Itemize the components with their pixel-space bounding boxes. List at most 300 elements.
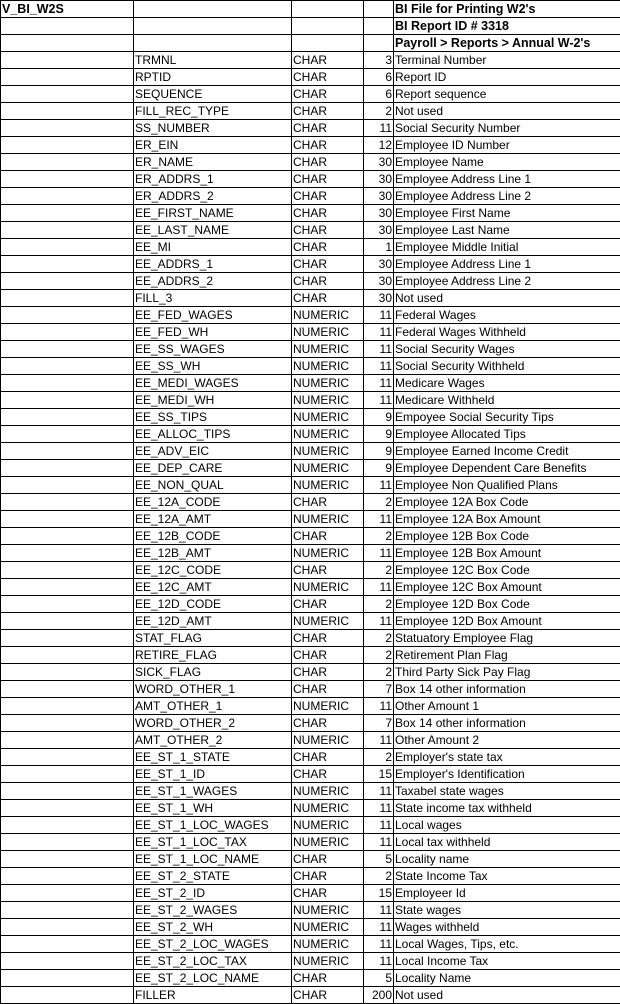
- row-blank-cell: [1, 528, 134, 545]
- field-type-cell: CHAR: [292, 69, 364, 86]
- field-length-cell: 11: [364, 936, 394, 953]
- field-name-cell: EE_12D_AMT: [134, 613, 292, 630]
- field-type-cell: NUMERIC: [292, 902, 364, 919]
- table-row: [1, 460, 620, 477]
- field-type-cell: NUMERIC: [292, 477, 364, 494]
- field-length-cell: 12: [364, 137, 394, 154]
- row-blank-cell: [1, 477, 134, 494]
- row-blank-cell: [1, 579, 134, 596]
- field-type-cell: CHAR: [292, 562, 364, 579]
- field-type-cell: NUMERIC: [292, 936, 364, 953]
- field-length-cell: 200: [364, 987, 394, 1004]
- row-blank-cell: [1, 290, 134, 307]
- empty-cell: [364, 35, 394, 52]
- row-blank-cell: [1, 715, 134, 732]
- field-length-cell: 9: [364, 443, 394, 460]
- row-blank-cell: [1, 630, 134, 647]
- empty-cell: [292, 18, 364, 35]
- table-row: [1, 953, 620, 970]
- table-row: [1, 103, 620, 120]
- field-description-cell: Local Wages, Tips, etc.: [394, 936, 620, 953]
- table-row: [1, 987, 620, 1004]
- field-name-cell: EE_ADDRS_1: [134, 256, 292, 273]
- field-type-cell: CHAR: [292, 256, 364, 273]
- field-name-cell: ER_EIN: [134, 137, 292, 154]
- empty-cell: [134, 1, 292, 18]
- table-row: [1, 613, 620, 630]
- field-type-cell: CHAR: [292, 137, 364, 154]
- field-type-cell: CHAR: [292, 596, 364, 613]
- row-blank-cell: [1, 817, 134, 834]
- field-length-cell: 11: [364, 477, 394, 494]
- field-length-cell: 11: [364, 307, 394, 324]
- field-name-cell: EE_FIRST_NAME: [134, 205, 292, 222]
- field-description-cell: Box 14 other information: [394, 681, 620, 698]
- field-type-cell: NUMERIC: [292, 358, 364, 375]
- field-length-cell: 11: [364, 579, 394, 596]
- table-row: [1, 545, 620, 562]
- field-length-cell: 30: [364, 205, 394, 222]
- field-length-cell: 5: [364, 970, 394, 987]
- field-type-cell: CHAR: [292, 103, 364, 120]
- field-description-cell: Employee Address Line 1: [394, 256, 620, 273]
- table-row: [1, 239, 620, 256]
- field-name-cell: EE_12B_CODE: [134, 528, 292, 545]
- row-blank-cell: [1, 647, 134, 664]
- row-blank-cell: [1, 783, 134, 800]
- field-length-cell: 2: [364, 562, 394, 579]
- field-description-cell: Empoyee Social Security Tips: [394, 409, 620, 426]
- field-type-cell: NUMERIC: [292, 443, 364, 460]
- field-description-cell: Report sequence: [394, 86, 620, 103]
- field-type-cell: CHAR: [292, 239, 364, 256]
- field-length-cell: 5: [364, 851, 394, 868]
- field-type-cell: CHAR: [292, 885, 364, 902]
- row-blank-cell: [1, 443, 134, 460]
- field-description-cell: Employer's Identification: [394, 766, 620, 783]
- field-name-cell: EE_DEP_CARE: [134, 460, 292, 477]
- field-name-cell: WORD_OTHER_1: [134, 681, 292, 698]
- field-type-cell: CHAR: [292, 290, 364, 307]
- field-description-cell: Employee Address Line 1: [394, 171, 620, 188]
- field-description-cell: Report ID: [394, 69, 620, 86]
- row-blank-cell: [1, 545, 134, 562]
- field-description-cell: Employeer Id: [394, 885, 620, 902]
- field-length-cell: 2: [364, 749, 394, 766]
- field-name-cell: EE_ST_1_LOC_TAX: [134, 834, 292, 851]
- field-length-cell: 2: [364, 868, 394, 885]
- row-blank-cell: [1, 205, 134, 222]
- field-description-cell: Federal Wages: [394, 307, 620, 324]
- field-name-cell: EE_ST_1_STATE: [134, 749, 292, 766]
- table-row: [1, 290, 620, 307]
- field-name-cell: EE_SS_WAGES: [134, 341, 292, 358]
- field-type-cell: NUMERIC: [292, 375, 364, 392]
- field-description-cell: Employee 12B Box Code: [394, 528, 620, 545]
- field-length-cell: 11: [364, 324, 394, 341]
- row-blank-cell: [1, 307, 134, 324]
- field-name-cell: EE_ADV_EIC: [134, 443, 292, 460]
- field-name-cell: EE_12A_AMT: [134, 511, 292, 528]
- field-description-cell: Terminal Number: [394, 52, 620, 69]
- row-blank-cell: [1, 749, 134, 766]
- field-description-cell: Federal Wages Withheld: [394, 324, 620, 341]
- row-blank-cell: [1, 511, 134, 528]
- field-name-cell: EE_ST_2_WH: [134, 919, 292, 936]
- field-type-cell: NUMERIC: [292, 817, 364, 834]
- field-name-cell: WORD_OTHER_2: [134, 715, 292, 732]
- field-name-cell: EE_12D_CODE: [134, 596, 292, 613]
- field-description-cell: Employee 12D Box Code: [394, 596, 620, 613]
- row-blank-cell: [1, 562, 134, 579]
- field-length-cell: 11: [364, 341, 394, 358]
- row-blank-cell: [1, 970, 134, 987]
- row-blank-cell: [1, 171, 134, 188]
- table-row: [1, 715, 620, 732]
- field-name-cell: SS_NUMBER: [134, 120, 292, 137]
- field-type-cell: CHAR: [292, 222, 364, 239]
- field-name-cell: EE_ST_1_ID: [134, 766, 292, 783]
- field-type-cell: CHAR: [292, 120, 364, 137]
- table-row: [1, 392, 620, 409]
- field-type-cell: NUMERIC: [292, 953, 364, 970]
- field-length-cell: 11: [364, 120, 394, 137]
- field-description-cell: State income tax withheld: [394, 800, 620, 817]
- field-name-cell: EE_ADDRS_2: [134, 273, 292, 290]
- field-length-cell: 11: [364, 783, 394, 800]
- field-type-cell: NUMERIC: [292, 341, 364, 358]
- row-blank-cell: [1, 426, 134, 443]
- empty-cell: [1, 18, 134, 35]
- field-type-cell: NUMERIC: [292, 307, 364, 324]
- table-row: [1, 902, 620, 919]
- row-blank-cell: [1, 613, 134, 630]
- field-type-cell: NUMERIC: [292, 392, 364, 409]
- field-length-cell: 15: [364, 885, 394, 902]
- field-name-cell: EE_MEDI_WAGES: [134, 375, 292, 392]
- field-length-cell: 11: [364, 545, 394, 562]
- report-title-cell: BI File for Printing W2's: [394, 1, 620, 18]
- row-blank-cell: [1, 596, 134, 613]
- table-row: [1, 154, 620, 171]
- field-name-cell: AMT_OTHER_1: [134, 698, 292, 715]
- table-row: [1, 647, 620, 664]
- field-name-cell: EE_12A_CODE: [134, 494, 292, 511]
- field-description-cell: Employee Earned Income Credit: [394, 443, 620, 460]
- field-description-cell: Local Income Tax: [394, 953, 620, 970]
- field-length-cell: 7: [364, 681, 394, 698]
- field-description-cell: Other Amount 2: [394, 732, 620, 749]
- field-length-cell: 30: [364, 290, 394, 307]
- table-row: [1, 919, 620, 936]
- field-description-cell: Not used: [394, 290, 620, 307]
- table-row: [1, 579, 620, 596]
- table-row: [1, 52, 620, 69]
- field-type-cell: NUMERIC: [292, 511, 364, 528]
- field-description-cell: Locality name: [394, 851, 620, 868]
- field-type-cell: NUMERIC: [292, 460, 364, 477]
- table-row: [1, 817, 620, 834]
- field-length-cell: 9: [364, 460, 394, 477]
- field-description-cell: State Income Tax: [394, 868, 620, 885]
- field-name-cell: EE_NON_QUAL: [134, 477, 292, 494]
- field-name-cell: EE_12C_AMT: [134, 579, 292, 596]
- field-length-cell: 1: [364, 239, 394, 256]
- field-description-cell: Employee 12A Box Code: [394, 494, 620, 511]
- table-row: [1, 766, 620, 783]
- row-blank-cell: [1, 120, 134, 137]
- field-length-cell: 2: [364, 494, 394, 511]
- field-type-cell: CHAR: [292, 188, 364, 205]
- field-name-cell: EE_ST_1_WH: [134, 800, 292, 817]
- row-blank-cell: [1, 52, 134, 69]
- row-blank-cell: [1, 681, 134, 698]
- field-length-cell: 30: [364, 171, 394, 188]
- field-length-cell: 7: [364, 715, 394, 732]
- field-description-cell: Locality Name: [394, 970, 620, 987]
- row-blank-cell: [1, 766, 134, 783]
- row-blank-cell: [1, 732, 134, 749]
- field-name-cell: AMT_OTHER_2: [134, 732, 292, 749]
- field-type-cell: CHAR: [292, 52, 364, 69]
- row-blank-cell: [1, 103, 134, 120]
- field-name-cell: EE_ST_1_LOC_WAGES: [134, 817, 292, 834]
- field-length-cell: 30: [364, 188, 394, 205]
- field-length-cell: 2: [364, 103, 394, 120]
- table-row: [1, 800, 620, 817]
- table-row: [1, 375, 620, 392]
- field-type-cell: CHAR: [292, 494, 364, 511]
- nav-path-cell: Payroll > Reports > Annual W-2's: [394, 35, 620, 52]
- field-length-cell: 2: [364, 528, 394, 545]
- row-blank-cell: [1, 664, 134, 681]
- field-type-cell: NUMERIC: [292, 783, 364, 800]
- field-description-cell: Employee Allocated Tips: [394, 426, 620, 443]
- field-description-cell: Wages withheld: [394, 919, 620, 936]
- row-blank-cell: [1, 885, 134, 902]
- field-type-cell: CHAR: [292, 86, 364, 103]
- table-row: [1, 69, 620, 86]
- field-name-cell: EE_SS_WH: [134, 358, 292, 375]
- field-description-cell: Employee Middle Initial: [394, 239, 620, 256]
- table-row: [1, 477, 620, 494]
- row-blank-cell: [1, 86, 134, 103]
- field-length-cell: 11: [364, 953, 394, 970]
- field-length-cell: 11: [364, 392, 394, 409]
- table-row: [1, 868, 620, 885]
- field-description-cell: Employee Name: [394, 154, 620, 171]
- field-name-cell: SICK_FLAG: [134, 664, 292, 681]
- field-name-cell: RETIRE_FLAG: [134, 647, 292, 664]
- table-row: [1, 970, 620, 987]
- row-blank-cell: [1, 409, 134, 426]
- table-row: [1, 851, 620, 868]
- row-blank-cell: [1, 460, 134, 477]
- field-description-cell: Employee 12A Box Amount: [394, 511, 620, 528]
- field-name-cell: EE_ST_2_LOC_WAGES: [134, 936, 292, 953]
- row-blank-cell: [1, 698, 134, 715]
- field-description-cell: Employee Last Name: [394, 222, 620, 239]
- field-length-cell: 11: [364, 817, 394, 834]
- field-type-cell: CHAR: [292, 171, 364, 188]
- field-name-cell: EE_ST_2_LOC_NAME: [134, 970, 292, 987]
- field-length-cell: 11: [364, 732, 394, 749]
- field-description-cell: Not used: [394, 103, 620, 120]
- row-blank-cell: [1, 851, 134, 868]
- field-description-cell: Employee ID Number: [394, 137, 620, 154]
- field-type-cell: CHAR: [292, 154, 364, 171]
- table-row: [1, 885, 620, 902]
- table-row: [1, 698, 620, 715]
- field-description-cell: Taxabel state wages: [394, 783, 620, 800]
- row-blank-cell: [1, 137, 134, 154]
- field-name-cell: EE_ST_1_LOC_NAME: [134, 851, 292, 868]
- field-type-cell: CHAR: [292, 664, 364, 681]
- report-id-cell: BI Report ID # 3318: [394, 18, 620, 35]
- row-blank-cell: [1, 953, 134, 970]
- table-row: [1, 188, 620, 205]
- row-blank-cell: [1, 494, 134, 511]
- row-blank-cell: [1, 358, 134, 375]
- field-description-cell: Other Amount 1: [394, 698, 620, 715]
- row-blank-cell: [1, 324, 134, 341]
- field-type-cell: CHAR: [292, 273, 364, 290]
- empty-cell: [134, 35, 292, 52]
- field-type-cell: CHAR: [292, 970, 364, 987]
- field-length-cell: 15: [364, 766, 394, 783]
- field-type-cell: NUMERIC: [292, 732, 364, 749]
- row-blank-cell: [1, 273, 134, 290]
- field-length-cell: 30: [364, 273, 394, 290]
- row-blank-cell: [1, 239, 134, 256]
- row-blank-cell: [1, 188, 134, 205]
- field-length-cell: 11: [364, 613, 394, 630]
- table-row: [1, 358, 620, 375]
- field-description-cell: Medicare Withheld: [394, 392, 620, 409]
- row-blank-cell: [1, 834, 134, 851]
- table-row: [1, 630, 620, 647]
- table-row: [1, 324, 620, 341]
- field-name-cell: EE_LAST_NAME: [134, 222, 292, 239]
- field-name-cell: RPTID: [134, 69, 292, 86]
- row-blank-cell: [1, 375, 134, 392]
- field-description-cell: Employee Address Line 2: [394, 188, 620, 205]
- field-type-cell: CHAR: [292, 681, 364, 698]
- field-description-cell: Box 14 other information: [394, 715, 620, 732]
- empty-cell: [1, 35, 134, 52]
- row-blank-cell: [1, 222, 134, 239]
- table-row: [1, 732, 620, 749]
- field-name-cell: SEQUENCE: [134, 86, 292, 103]
- field-length-cell: 11: [364, 902, 394, 919]
- empty-cell: [292, 35, 364, 52]
- row-blank-cell: [1, 987, 134, 1004]
- table-row: [1, 86, 620, 103]
- row-blank-cell: [1, 919, 134, 936]
- field-type-cell: NUMERIC: [292, 579, 364, 596]
- table-row: [1, 307, 620, 324]
- field-length-cell: 11: [364, 834, 394, 851]
- table-row: [1, 273, 620, 290]
- table-row: [1, 120, 620, 137]
- field-type-cell: CHAR: [292, 205, 364, 222]
- field-type-cell: NUMERIC: [292, 834, 364, 851]
- field-name-cell: ER_ADDRS_1: [134, 171, 292, 188]
- field-type-cell: CHAR: [292, 749, 364, 766]
- field-type-cell: CHAR: [292, 715, 364, 732]
- field-type-cell: CHAR: [292, 987, 364, 1004]
- field-length-cell: 11: [364, 358, 394, 375]
- field-name-cell: FILL_3: [134, 290, 292, 307]
- table-row: [1, 511, 620, 528]
- field-name-cell: FILL_REC_TYPE: [134, 103, 292, 120]
- table-row: [1, 494, 620, 511]
- field-name-cell: STAT_FLAG: [134, 630, 292, 647]
- field-description-cell: Local wages: [394, 817, 620, 834]
- field-length-cell: 2: [364, 596, 394, 613]
- field-name-cell: EE_SS_TIPS: [134, 409, 292, 426]
- field-description-cell: Employee 12C Box Amount: [394, 579, 620, 596]
- field-type-cell: NUMERIC: [292, 919, 364, 936]
- field-name-cell: EE_MI: [134, 239, 292, 256]
- empty-cell: [364, 18, 394, 35]
- field-length-cell: 2: [364, 647, 394, 664]
- field-name-cell: EE_ST_2_ID: [134, 885, 292, 902]
- table-row: [1, 596, 620, 613]
- table-name-cell: V_BI_W2S: [1, 1, 134, 18]
- table-row: [1, 171, 620, 188]
- row-blank-cell: [1, 341, 134, 358]
- table-row: [1, 681, 620, 698]
- header-row-2: [1, 18, 620, 35]
- table-row: [1, 222, 620, 239]
- field-length-cell: 11: [364, 800, 394, 817]
- field-length-cell: 2: [364, 630, 394, 647]
- field-length-cell: 6: [364, 86, 394, 103]
- field-type-cell: NUMERIC: [292, 698, 364, 715]
- field-type-cell: CHAR: [292, 868, 364, 885]
- field-length-cell: 11: [364, 375, 394, 392]
- field-name-cell: ER_NAME: [134, 154, 292, 171]
- table-row: [1, 528, 620, 545]
- table-row: [1, 256, 620, 273]
- table-row: [1, 562, 620, 579]
- field-description-cell: Employer's state tax: [394, 749, 620, 766]
- field-description-cell: Employee Address Line 2: [394, 273, 620, 290]
- table-row: [1, 834, 620, 851]
- field-name-cell: EE_FED_WH: [134, 324, 292, 341]
- field-type-cell: NUMERIC: [292, 426, 364, 443]
- table-row: [1, 783, 620, 800]
- table-row: [1, 341, 620, 358]
- field-description-cell: Not used: [394, 987, 620, 1004]
- field-name-cell: EE_12B_AMT: [134, 545, 292, 562]
- field-type-cell: CHAR: [292, 528, 364, 545]
- field-length-cell: 2: [364, 664, 394, 681]
- field-description-cell: Employee Non Qualified Plans: [394, 477, 620, 494]
- field-name-cell: TRMNL: [134, 52, 292, 69]
- field-description-cell: Employee 12B Box Amount: [394, 545, 620, 562]
- row-blank-cell: [1, 902, 134, 919]
- table-row: [1, 137, 620, 154]
- row-blank-cell: [1, 256, 134, 273]
- field-type-cell: NUMERIC: [292, 545, 364, 562]
- field-length-cell: 11: [364, 698, 394, 715]
- field-description-cell: Statuatory Employee Flag: [394, 630, 620, 647]
- field-length-cell: 11: [364, 511, 394, 528]
- empty-cell: [134, 18, 292, 35]
- field-type-cell: NUMERIC: [292, 613, 364, 630]
